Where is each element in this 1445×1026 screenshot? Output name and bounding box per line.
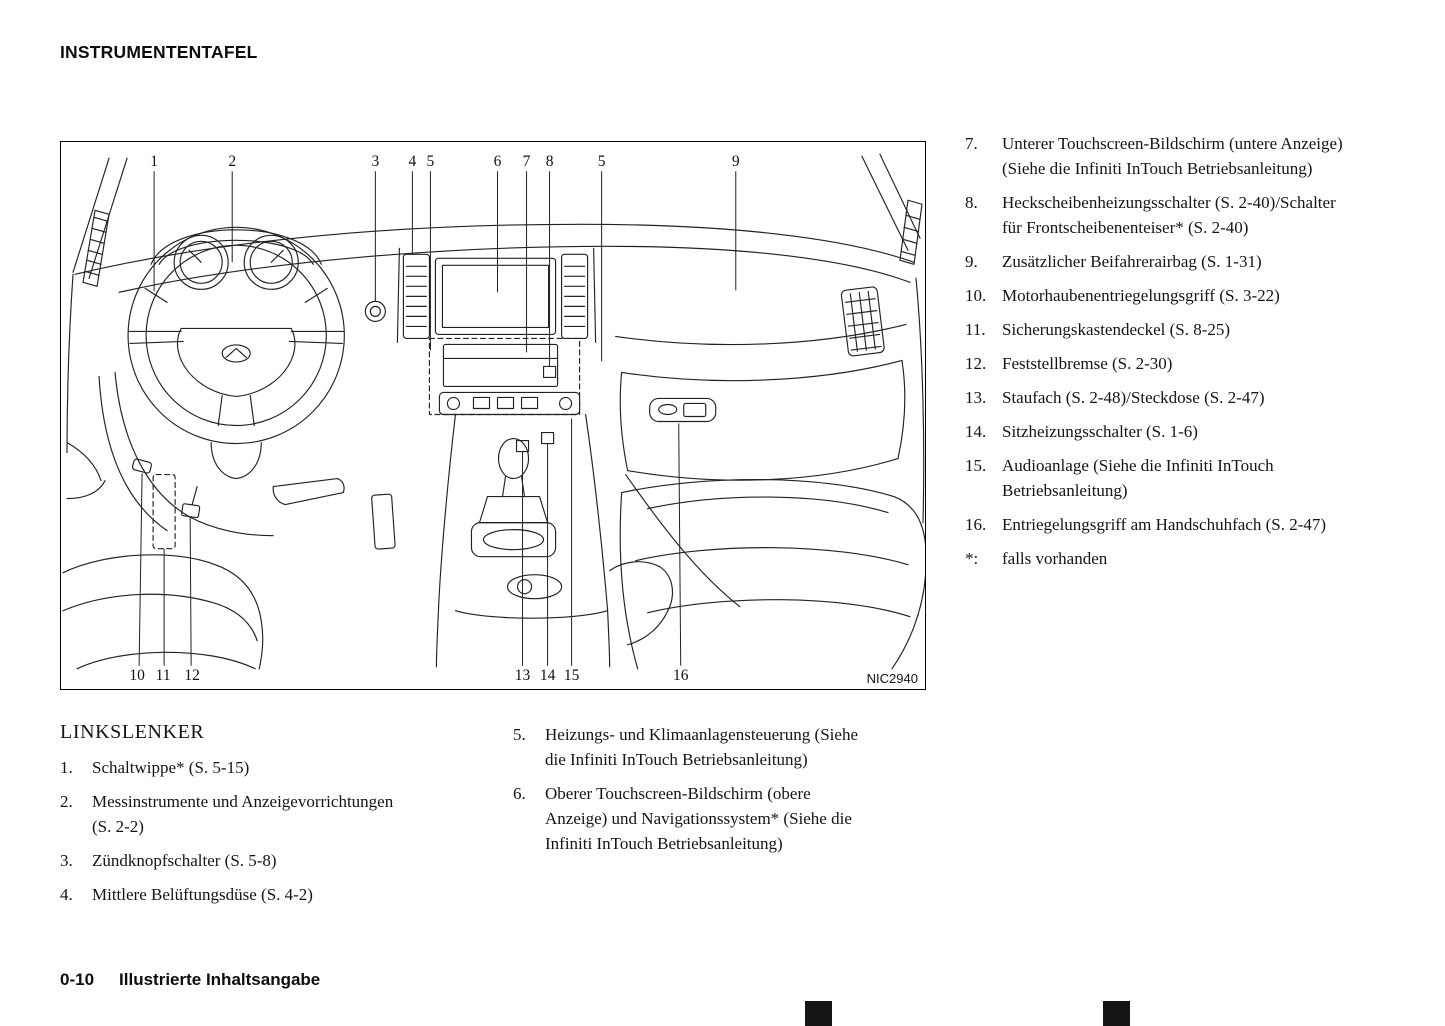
item-text: Audioanlage (Siehe die Infiniti InTouch Betriebsanleitung) <box>1002 456 1274 500</box>
item-number: 16. <box>965 515 987 534</box>
callout-number: 6 <box>493 153 502 171</box>
dashboard-figure <box>60 141 926 690</box>
callout-number: 5 <box>597 153 606 171</box>
seats-art <box>63 480 925 669</box>
callout-number: 2 <box>228 153 237 171</box>
item-number: 4. <box>60 885 73 904</box>
item-text: Schaltwippe* (S. 5-15) <box>92 758 250 777</box>
right-door-vent-art <box>900 200 922 264</box>
list-item <box>60 789 400 839</box>
item-number: 11. <box>965 320 986 339</box>
section-heading-linkslenker: LINKSLENKER <box>60 721 205 743</box>
callout-numbers <box>129 153 918 686</box>
item-number: *: <box>965 549 979 568</box>
list-item <box>965 385 1357 410</box>
list-item <box>965 351 1357 376</box>
item-number: 9. <box>965 252 978 271</box>
item-text: Sicherungskastendeckel (S. 8-25) <box>1002 320 1231 339</box>
item-text: Zündknopfschalter (S. 5-8) <box>92 851 277 870</box>
left-item-list <box>60 755 400 907</box>
callout-number: 4 <box>408 153 417 171</box>
page-title: INSTRUMENTENTAFEL <box>60 42 258 62</box>
item-number: 2. <box>60 792 73 811</box>
item-number: 7. <box>965 134 978 153</box>
item-text: Heckscheibenheizungsschalter (S. 2-40)/Schalter für Frontscheibenenteiser* (S. 2-40) <box>1002 193 1336 237</box>
callout-number: 12 <box>184 666 200 684</box>
callout-number: 7 <box>522 153 531 171</box>
page-number: 0-10 <box>60 970 95 989</box>
item-number: 12. <box>965 354 987 373</box>
list-item <box>965 317 1357 342</box>
callout-number: 10 <box>129 666 145 684</box>
list-item <box>965 512 1357 537</box>
callout-number: 9 <box>731 153 740 171</box>
left-column <box>60 720 400 916</box>
list-item <box>965 419 1357 444</box>
left-door-vent-art <box>83 210 109 286</box>
item-text: Heizungs- und Klimaanlagensteuerung (Siehe die Infiniti InTouch Betriebsanleitung) <box>545 725 858 769</box>
list-item <box>60 882 400 907</box>
item-number: 13. <box>965 388 987 407</box>
item-text: Entriegelungsgriff am Handschuhfach (S. 2-47) <box>1002 515 1327 534</box>
side-vent-grid-art <box>841 286 885 356</box>
item-number: 10. <box>965 286 987 305</box>
callout-number: 1 <box>150 153 158 171</box>
list-item <box>60 848 400 873</box>
callout-number: 11 <box>155 666 171 684</box>
right-item-list <box>965 131 1357 580</box>
item-text: falls vorhanden <box>1002 549 1108 568</box>
dashboard-line-art <box>63 154 925 669</box>
console-shifter-art <box>372 414 610 666</box>
a-pillar-art <box>67 154 924 522</box>
item-number: 6. <box>513 784 526 803</box>
list-item <box>965 131 1357 181</box>
item-number: 8. <box>965 193 978 212</box>
item-text: Zusätzlicher Beifahrerairbag (S. 1-31) <box>1002 252 1262 271</box>
list-item <box>965 546 1357 571</box>
item-text: Feststellbremse (S. 2-30) <box>1002 354 1173 373</box>
glove-box-art <box>616 324 906 606</box>
item-number: 15. <box>965 456 987 475</box>
list-item <box>513 781 875 856</box>
list-item <box>965 190 1357 240</box>
callout-number: 15 <box>563 666 580 684</box>
page-footer <box>60 970 320 990</box>
lower-dash-art <box>67 372 344 548</box>
item-text: Messinstrumente und Anzeigevorrichtungen (S. 2-2) <box>92 792 394 836</box>
item-number: 5. <box>513 725 526 744</box>
list-item <box>965 453 1357 503</box>
list-item <box>965 249 1357 274</box>
middle-item-list <box>513 722 875 865</box>
item-text: Unterer Touchscreen-Bildschirm (untere Anzeige) (Siehe die Infiniti InTouch Betriebsanleitung) <box>1002 134 1343 178</box>
center-stack-art <box>397 248 595 451</box>
print-mark <box>805 1001 832 1026</box>
callout-number: 13 <box>514 666 531 684</box>
item-text: Oberer Touchscreen-Bildschirm (obere Anzeige) und Navigationssystem* (Siehe die Infiniti InTouch Betriebsanleitung) <box>545 784 852 853</box>
item-number: 1. <box>60 758 73 777</box>
callout-number: 5 <box>426 153 435 171</box>
item-number: 14. <box>965 422 987 441</box>
callout-number: 16 <box>672 666 689 684</box>
item-text: Motorhaubenentriegelungsgriff (S. 3-22) <box>1002 286 1280 305</box>
callout-number: 14 <box>539 666 556 684</box>
print-mark <box>1103 1001 1130 1026</box>
ignition-button-art <box>365 301 385 321</box>
list-item <box>60 755 400 780</box>
item-text: Sitzheizungsschalter (S. 1-6) <box>1002 422 1198 441</box>
footer-section-title: Illustrierte Inhaltsangabe <box>119 970 321 989</box>
callout-number: 3 <box>371 153 380 171</box>
list-item <box>513 722 875 772</box>
figure-code: NIC2940 <box>866 670 918 686</box>
item-text: Mittlere Belüftungsdüse (S. 4-2) <box>92 885 313 904</box>
callout-number: 8 <box>545 153 554 171</box>
dashboard-diagram <box>61 142 925 689</box>
item-number: 3. <box>60 851 73 870</box>
item-text: Staufach (S. 2-48)/Steckdose (S. 2-47) <box>1002 388 1265 407</box>
steering-wheel-art <box>128 227 344 478</box>
list-item <box>965 283 1357 308</box>
